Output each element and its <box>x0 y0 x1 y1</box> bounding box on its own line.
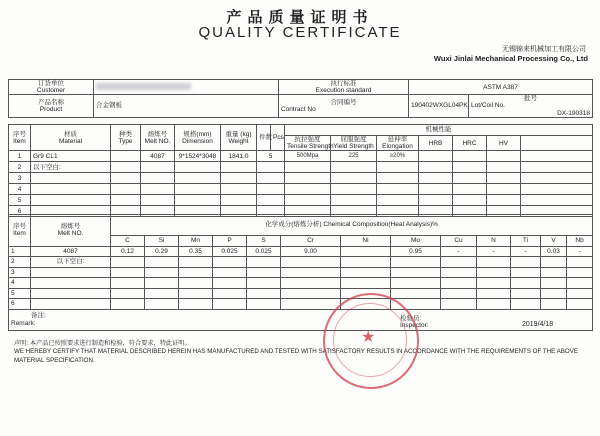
company-name-english: Wuxi Jinlai Mechanical Processing Co., Ltd <box>433 54 588 63</box>
chem-cell-value <box>247 299 281 310</box>
mech-cell-type <box>111 184 141 195</box>
chem-cell-value <box>477 257 511 268</box>
chem-element-header: S <box>247 236 281 247</box>
mech-cell-item: 1 <box>9 151 31 162</box>
remark-en: Remark: <box>11 319 36 327</box>
chem-cell-value <box>247 278 281 289</box>
mech-cell-empty <box>487 162 521 173</box>
chem-head-melt: 熔炼号 Melt NO. <box>31 215 111 247</box>
chem-cell-value <box>179 267 213 278</box>
chem-cell-value <box>511 288 541 299</box>
chem-cell-value <box>511 257 541 268</box>
chem-cell-value: 0.025 <box>247 246 281 257</box>
chem-cell-value <box>511 299 541 310</box>
contract-cell: 合同编号 Contract No <box>279 95 409 117</box>
chem-cell-value <box>179 299 213 310</box>
mech-cell-pcs <box>257 162 285 173</box>
mech-cell-melt <box>141 173 175 184</box>
chem-cell-melt <box>31 288 111 299</box>
mech-cell-dim <box>175 162 221 173</box>
mech-cell-yield <box>331 173 377 184</box>
mech-head-hrb: HRB <box>419 136 453 151</box>
chem-cell-value: 0.025 <box>213 246 247 257</box>
customer-value <box>94 80 279 95</box>
chem-cell-value <box>341 246 391 257</box>
chem-cell-value <box>213 299 247 310</box>
mech-cell-elong <box>377 162 419 173</box>
chem-row <box>9 257 593 268</box>
chem-cell-value <box>477 278 511 289</box>
chem-cell-item: 1 <box>9 246 31 257</box>
chem-cell-value <box>111 288 145 299</box>
chem-cell-value <box>179 278 213 289</box>
chem-cell-value <box>179 288 213 299</box>
chem-row <box>9 267 593 278</box>
chem-cell-value <box>541 288 567 299</box>
product-value: 合金钢板 <box>94 95 279 117</box>
mech-cell-melt <box>141 162 175 173</box>
chem-cell-value <box>541 278 567 289</box>
inspection-date: 2019/4/18 <box>522 321 554 328</box>
mech-cell-empty <box>521 173 593 184</box>
chem-cell-value <box>145 288 179 299</box>
mech-cell-melt <box>141 195 175 206</box>
mech-cell-tensile <box>285 184 331 195</box>
chem-cell-value <box>281 299 341 310</box>
chem-cell-value <box>145 299 179 310</box>
mech-cell-tensile <box>285 173 331 184</box>
mech-cell-melt <box>141 184 175 195</box>
mech-head-elongation: 延伸率 Elongation <box>377 136 419 151</box>
mech-cell-tensile <box>285 162 331 173</box>
mech-head-yield: 屈服强度 Yield Strength <box>331 136 377 151</box>
mech-cell-empty <box>487 184 521 195</box>
mech-cell-item: 4 <box>9 184 31 195</box>
mech-head-hrc: HRC <box>453 136 487 151</box>
chemical-table <box>8 214 593 331</box>
mech-cell-tensile <box>285 195 331 206</box>
mech-cell-dim <box>175 173 221 184</box>
mech-cell-tensile: 500Mpa <box>285 151 331 162</box>
mech-row <box>9 162 593 173</box>
mech-cell-empty <box>419 173 453 184</box>
chem-element-header: N <box>477 236 511 247</box>
mech-cell-empty <box>521 195 593 206</box>
chem-cell-value <box>213 288 247 299</box>
chem-cell-value <box>341 267 391 278</box>
mech-cell-material <box>31 195 111 206</box>
mech-cell-item: 5 <box>9 195 31 206</box>
mech-cell-item: 3 <box>9 173 31 184</box>
chem-cell-item: 6 <box>9 299 31 310</box>
mech-cell-material <box>31 184 111 195</box>
mech-cell-pcs <box>257 195 285 206</box>
mech-cell-elong: ≥20% <box>377 151 419 162</box>
contract-value: 190402WXGL04PK <box>409 95 469 117</box>
chem-element-header: Ti <box>511 236 541 247</box>
chem-cell-value <box>341 257 391 268</box>
mech-cell-empty <box>453 195 487 206</box>
mech-cell-material: Gr9 CL1 <box>31 151 111 162</box>
chem-cell-value: - <box>567 246 593 257</box>
chem-cell-value <box>567 299 593 310</box>
company-seal-stamp <box>323 293 419 389</box>
mech-head-weight: 重量 (kg) Weight <box>221 125 257 151</box>
mechanical-table <box>8 124 593 217</box>
mech-cell-pcs <box>257 173 285 184</box>
chem-cell-value <box>111 267 145 278</box>
mech-row <box>9 151 593 162</box>
mech-cell-material: 以下空白: <box>31 162 111 173</box>
chem-row <box>9 278 593 289</box>
chem-cell-value <box>213 278 247 289</box>
product-label: 产品名称 Product <box>9 95 94 117</box>
mech-cell-melt: 4087 <box>141 151 175 162</box>
mech-cell-elong <box>377 184 419 195</box>
chem-cell-value <box>391 257 441 268</box>
chem-cell-item: 3 <box>9 267 31 278</box>
chem-cell-item: 5 <box>9 288 31 299</box>
mech-cell-empty <box>521 162 593 173</box>
inspector-cn: 检验员: <box>400 315 422 322</box>
chem-element-header: Cr <box>281 236 341 247</box>
mech-cell-pcs <box>257 184 285 195</box>
chem-cell-value <box>441 288 477 299</box>
chem-cell-value: - <box>511 246 541 257</box>
mech-cell-type <box>111 162 141 173</box>
lot-cell: 批号 Lot/Coil No. DX-190318 <box>469 95 593 117</box>
execution-value: ASTM A387 <box>409 80 593 95</box>
chem-cell-value <box>111 257 145 268</box>
chem-cell-value <box>179 257 213 268</box>
chem-element-header: Mn <box>179 236 213 247</box>
mech-head-item: 序号 Item <box>9 125 31 151</box>
mech-cell-empty <box>521 184 593 195</box>
mech-cell-weight <box>221 173 257 184</box>
chem-cell-value <box>541 257 567 268</box>
chem-row <box>9 246 593 257</box>
chem-cell-value <box>213 267 247 278</box>
chem-cell-value <box>477 267 511 278</box>
mech-cell-item: 2 <box>9 162 31 173</box>
mech-cell-type <box>111 195 141 206</box>
chem-cell-value <box>281 257 341 268</box>
chem-cell-melt: 以下空白: <box>31 257 111 268</box>
chem-cell-value <box>477 299 511 310</box>
chem-element-header: C <box>111 236 145 247</box>
mech-row <box>9 195 593 206</box>
mech-cell-elong <box>377 195 419 206</box>
chem-cell-value <box>281 278 341 289</box>
order-info-table <box>8 79 593 118</box>
mech-cell-dim: 9*1524*3048 <box>175 151 221 162</box>
chem-cell-value: 0.12 <box>111 246 145 257</box>
chem-cell-melt: 4087 <box>31 246 111 257</box>
mech-cell-empty <box>487 173 521 184</box>
chem-element-header: Cu <box>441 236 477 247</box>
chem-cell-value <box>441 299 477 310</box>
chem-cell-value <box>111 278 145 289</box>
chem-cell-value <box>511 278 541 289</box>
mech-props-title: 机械性能 <box>285 125 593 136</box>
statement-cn: 声明: 本产品已按照要求进行制造和检验，符合要求，特此证明。 <box>14 340 191 347</box>
chem-element-header: Mo <box>391 236 441 247</box>
mech-cell-empty <box>419 184 453 195</box>
chem-cell-value <box>441 278 477 289</box>
chem-cell-value <box>391 288 441 299</box>
chem-cell-value <box>281 288 341 299</box>
chem-cell-melt <box>31 267 111 278</box>
mech-head-pcs-en: Pcs <box>271 125 285 151</box>
chem-cell-value <box>247 288 281 299</box>
mech-cell-yield: 225 <box>331 151 377 162</box>
mech-head-tensile: 抗拉强度 Tensile Strength <box>285 136 331 151</box>
chem-cell-melt <box>31 299 111 310</box>
chem-cell-value: - <box>477 246 511 257</box>
chem-cell-value <box>567 278 593 289</box>
chem-cell-value <box>391 278 441 289</box>
chem-cell-value <box>145 257 179 268</box>
mech-head-blank <box>521 136 593 151</box>
chem-cell-value <box>145 278 179 289</box>
statement-en-line1: WE HEREBY CERTIFY THAT MATERIAL DESCRIBED HEREIN HAS MANUFACTURED AND TESTED WITH SATISFACTORY RESULTS IN ACCORDANCE WITH THE REQUIREMENTS OF THE ABOVE <box>14 348 578 355</box>
chem-cell-value <box>281 267 341 278</box>
chem-cell-value <box>145 267 179 278</box>
mech-cell-weight: 1841.0 <box>221 151 257 162</box>
mech-cell-dim <box>175 184 221 195</box>
chem-row <box>9 299 593 310</box>
mech-cell-pcs: 5 <box>257 151 285 162</box>
mech-cell-empty <box>419 162 453 173</box>
chem-cell-value <box>567 288 593 299</box>
chem-cell-value <box>511 267 541 278</box>
chem-cell-value: 0.95 <box>391 246 441 257</box>
chem-cell-value: 0.03 <box>541 246 567 257</box>
title-english: QUALITY CERTIFICATE <box>198 24 402 41</box>
chem-element-header: V <box>541 236 567 247</box>
mech-row <box>9 173 593 184</box>
mech-cell-empty <box>453 151 487 162</box>
chem-cell-value <box>247 257 281 268</box>
title-chinese: 产品质量证明书 <box>226 8 374 26</box>
mech-cell-empty <box>453 162 487 173</box>
mech-head-melt: 熔炼号 Melt NO. <box>141 125 175 151</box>
chem-cell-value <box>247 267 281 278</box>
mech-cell-elong <box>377 173 419 184</box>
chem-element-header: P <box>213 236 247 247</box>
mech-cell-yield <box>331 195 377 206</box>
mech-head-hv: HV <box>487 136 521 151</box>
execution-label: 执行标准 Execution standard <box>279 80 409 95</box>
statement-en-line2: MATERIAL SPECIFICATION. <box>14 357 95 364</box>
mech-cell-empty <box>521 151 593 162</box>
chem-cell-value <box>567 257 593 268</box>
chem-cell-value: 0.29 <box>145 246 179 257</box>
chem-cell-value <box>341 278 391 289</box>
redacted-customer <box>96 83 191 90</box>
chem-element-header: Si <box>145 236 179 247</box>
chem-cell-value <box>541 299 567 310</box>
inspector-en: Inspector: <box>400 322 429 329</box>
mech-row <box>9 184 593 195</box>
chem-title: 化学成分(熔炼分析) Chemical Composition(Heat Analysis)% <box>111 215 593 236</box>
lot-value: DX-190318 <box>557 109 590 117</box>
mech-cell-item: 6 <box>9 206 31 217</box>
chem-cell-value: 0.35 <box>179 246 213 257</box>
remark-cn: 备注: <box>31 312 46 320</box>
company-name-chinese: 无锡锦来机械加工有限公司 <box>502 45 586 53</box>
chem-cell-value <box>391 267 441 278</box>
mech-head-material: 材质 Material <box>31 125 111 151</box>
mech-cell-type <box>111 173 141 184</box>
mech-cell-weight <box>221 162 257 173</box>
chem-element-header: Ni <box>341 236 391 247</box>
chem-cell-value: 9.00 <box>281 246 341 257</box>
mech-head-pcs-cn: 件数 <box>257 125 271 151</box>
mech-cell-material <box>31 173 111 184</box>
chem-head-item: 序号 Item <box>9 215 31 247</box>
customer-label: 订货单位 Customer <box>9 80 94 95</box>
chem-cell-value <box>567 267 593 278</box>
chem-cell-value <box>541 267 567 278</box>
mech-cell-empty <box>453 173 487 184</box>
mech-cell-empty <box>487 151 521 162</box>
chem-cell-value <box>111 299 145 310</box>
mech-cell-empty <box>419 151 453 162</box>
mech-cell-empty <box>487 195 521 206</box>
chem-cell-item: 4 <box>9 278 31 289</box>
mech-head-dimension: 规格(mm) Dimension <box>175 125 221 151</box>
remark-row <box>9 309 593 330</box>
chem-row <box>9 288 593 299</box>
chem-cell-item: 2 <box>9 257 31 268</box>
mech-cell-empty <box>419 195 453 206</box>
mech-cell-weight <box>221 184 257 195</box>
mech-head-type: 种类 Type <box>111 125 141 151</box>
mech-cell-empty <box>453 184 487 195</box>
mech-cell-yield <box>331 162 377 173</box>
chem-cell-melt <box>31 278 111 289</box>
chem-cell-value <box>441 267 477 278</box>
mech-cell-weight <box>221 195 257 206</box>
chem-element-header: Nb <box>567 236 593 247</box>
chem-cell-value: - <box>441 246 477 257</box>
seal-star-icon: ★ <box>361 327 376 346</box>
mech-cell-dim <box>175 195 221 206</box>
chem-cell-value <box>213 257 247 268</box>
mech-cell-yield <box>331 184 377 195</box>
chem-cell-value <box>477 288 511 299</box>
mech-cell-type <box>111 151 141 162</box>
chem-cell-value <box>441 257 477 268</box>
